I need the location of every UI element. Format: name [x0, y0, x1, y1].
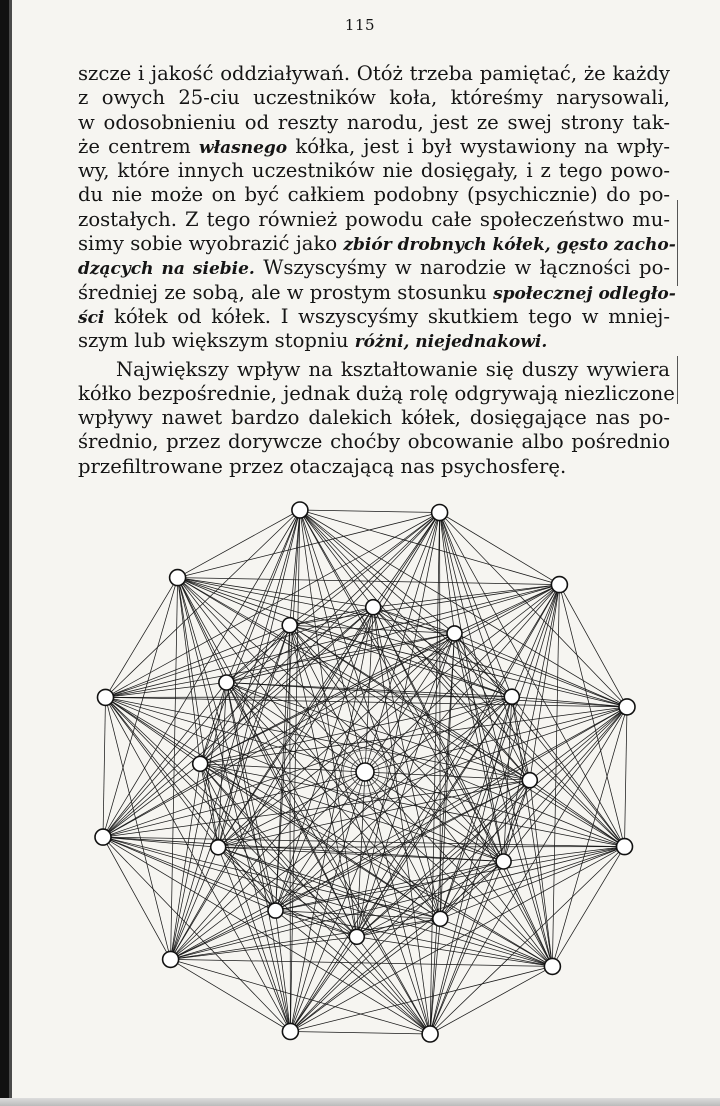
- italic-text: ści: [78, 307, 105, 328]
- outer-node: [619, 699, 635, 715]
- connection-line: [178, 578, 227, 683]
- connection-line: [530, 780, 553, 966]
- inner-node: [366, 600, 381, 615]
- text-line: [78, 305, 670, 329]
- connection-line: [171, 959, 431, 1034]
- text-run: du nie może on być całkiem podobny (psychicznie) do po-: [78, 183, 670, 207]
- connection-line: [440, 919, 552, 967]
- connection-line: [171, 510, 300, 959]
- connection-line: [171, 847, 219, 959]
- text-run: szcze i jakość oddziaływań. Otóż trzeba pamiętać, że każdy: [78, 62, 670, 85]
- connection-line: [106, 697, 219, 847]
- connection-line: [290, 633, 454, 1031]
- connection-line: [512, 585, 560, 697]
- text-line: [78, 256, 670, 280]
- connection-line: [106, 697, 504, 861]
- text-line: [78, 183, 670, 207]
- book-spine-shadow: [0, 0, 9, 1106]
- italic-text: różni, niejednakowi.: [354, 332, 548, 353]
- outer-node: [98, 689, 114, 705]
- inner-node: [211, 840, 226, 855]
- text-line: [78, 280, 676, 305]
- connection-line: [178, 578, 627, 707]
- connection-line: [373, 585, 559, 608]
- outer-node: [95, 829, 111, 845]
- inner-node: [433, 911, 448, 926]
- connection-line: [171, 937, 357, 960]
- inner-node: [268, 903, 283, 918]
- text-run: Największy wpływ na kształtowanie się duszy wywiera: [116, 357, 670, 381]
- outer-node: [282, 1024, 298, 1040]
- outer-node: [551, 577, 567, 593]
- text-line: [78, 111, 670, 135]
- text-run: wy, które innych uczestników nie dosięgały, i z tego powo-: [78, 159, 670, 183]
- connection-line: [300, 510, 560, 585]
- connection-line: [504, 862, 553, 967]
- connection-line: [512, 697, 625, 847]
- text-run: kółek od kółek. I wszyscyśmy skutkiem tego w mniej-: [104, 304, 670, 328]
- connection-line: [226, 683, 624, 847]
- text-line: [78, 329, 670, 353]
- connection-line: [455, 633, 625, 846]
- text-run: średnio, przez dorywcze choćby obcowanie albo pośrednio: [78, 430, 670, 454]
- book-spine-edge: [9, 0, 12, 1106]
- connection-line: [276, 513, 440, 911]
- inner-node: [496, 854, 511, 869]
- connection-line: [300, 510, 440, 513]
- text-line: [78, 455, 670, 479]
- network-diagram-svg: [90, 500, 650, 1060]
- italic-text: społecznej odległo-: [493, 283, 676, 304]
- text-line: [78, 159, 670, 183]
- connection-line: [171, 578, 178, 960]
- text-line: [78, 86, 670, 110]
- text-run: przefiltrowane przez otaczającą nas psychosferę.: [78, 454, 567, 478]
- italic-text: dzących na siebie.: [78, 259, 255, 280]
- connection-line: [430, 966, 552, 1034]
- connection-line: [106, 625, 290, 697]
- connection-line: [103, 578, 178, 838]
- margin-mark: [673, 200, 678, 286]
- outer-node: [432, 505, 448, 521]
- connection-line: [178, 578, 201, 764]
- connection-line: [440, 513, 560, 585]
- text-line: [78, 208, 670, 232]
- inner-node: [193, 756, 208, 771]
- text-line: [78, 430, 670, 454]
- margin-mark: [673, 356, 678, 404]
- text-line: [78, 135, 670, 159]
- outer-node: [422, 1026, 438, 1042]
- inner-node: [447, 626, 462, 641]
- text-run: simy sobie wyobrazić jako: [78, 232, 344, 256]
- connection-line: [290, 513, 440, 626]
- connection-line: [103, 837, 171, 959]
- inner-node: [349, 929, 364, 944]
- text-line: [78, 381, 675, 406]
- text-run: w odosobnieniu od reszty narodu, jest ze swej strony tak-: [78, 110, 670, 134]
- connection-line: [440, 847, 624, 919]
- network-diagram: [90, 500, 650, 1060]
- text-run: kółko bezpośrednie, jednak dużą rolę odgrywają niezliczone: [78, 381, 675, 405]
- text-line: [78, 358, 670, 382]
- text-run: średniej ze sobą, ale w prostym stosunku: [78, 280, 494, 304]
- connection-line: [290, 862, 503, 1032]
- inner-node: [219, 675, 234, 690]
- outer-node: [544, 958, 560, 974]
- text-run: że centrem: [78, 134, 199, 158]
- connection-line: [106, 697, 276, 910]
- connection-line: [625, 707, 628, 847]
- text-run: szym lub większym stopniu: [78, 329, 355, 353]
- text-line: [78, 62, 670, 86]
- page-bottom-edge: [0, 1098, 720, 1106]
- connection-line: [178, 578, 290, 626]
- body-text: [78, 62, 676, 479]
- connection-line: [218, 847, 290, 1031]
- connection-line: [171, 911, 276, 960]
- connection-line: [106, 578, 178, 698]
- connection-line: [178, 510, 300, 578]
- connection-line: [559, 585, 627, 707]
- connection-line: [440, 513, 512, 697]
- connection-line: [226, 513, 439, 683]
- connection-line: [290, 1032, 430, 1035]
- outer-node: [292, 502, 308, 518]
- text-line: [78, 232, 676, 256]
- inner-node: [522, 773, 537, 788]
- page-number: 115: [344, 16, 376, 34]
- inner-node: [282, 618, 297, 633]
- text-run: wpływy nawet bardzo dalekich kółek, dosięgające nas po-: [78, 406, 670, 430]
- text-line: [78, 406, 670, 430]
- connection-line: [552, 847, 624, 967]
- outer-node: [617, 839, 633, 855]
- italic-text: zbiór drobnych kółek, gęsto zacho-: [343, 235, 676, 256]
- italic-text: własnego: [198, 137, 288, 158]
- text-run: z owych 25-ciu uczestników koła, któreśmy narysowali,: [78, 86, 670, 110]
- outer-node: [163, 951, 179, 967]
- text-run: Wszyscyśmy w narodzie w łączności po-: [254, 256, 670, 280]
- connection-line: [106, 697, 171, 959]
- connection-line: [103, 837, 552, 966]
- connection-line: [290, 919, 440, 1032]
- text-run: zostałych. Z tego również powodu całe społeczeństwo mu-: [78, 207, 670, 231]
- connection-line: [455, 585, 560, 634]
- center-node: [356, 763, 374, 781]
- text-run: kółka, jest i był wystawiony na wpły-: [287, 134, 670, 158]
- connection-line: [103, 697, 106, 837]
- connection-line: [171, 959, 291, 1031]
- outer-node: [170, 570, 186, 586]
- inner-node: [504, 689, 519, 704]
